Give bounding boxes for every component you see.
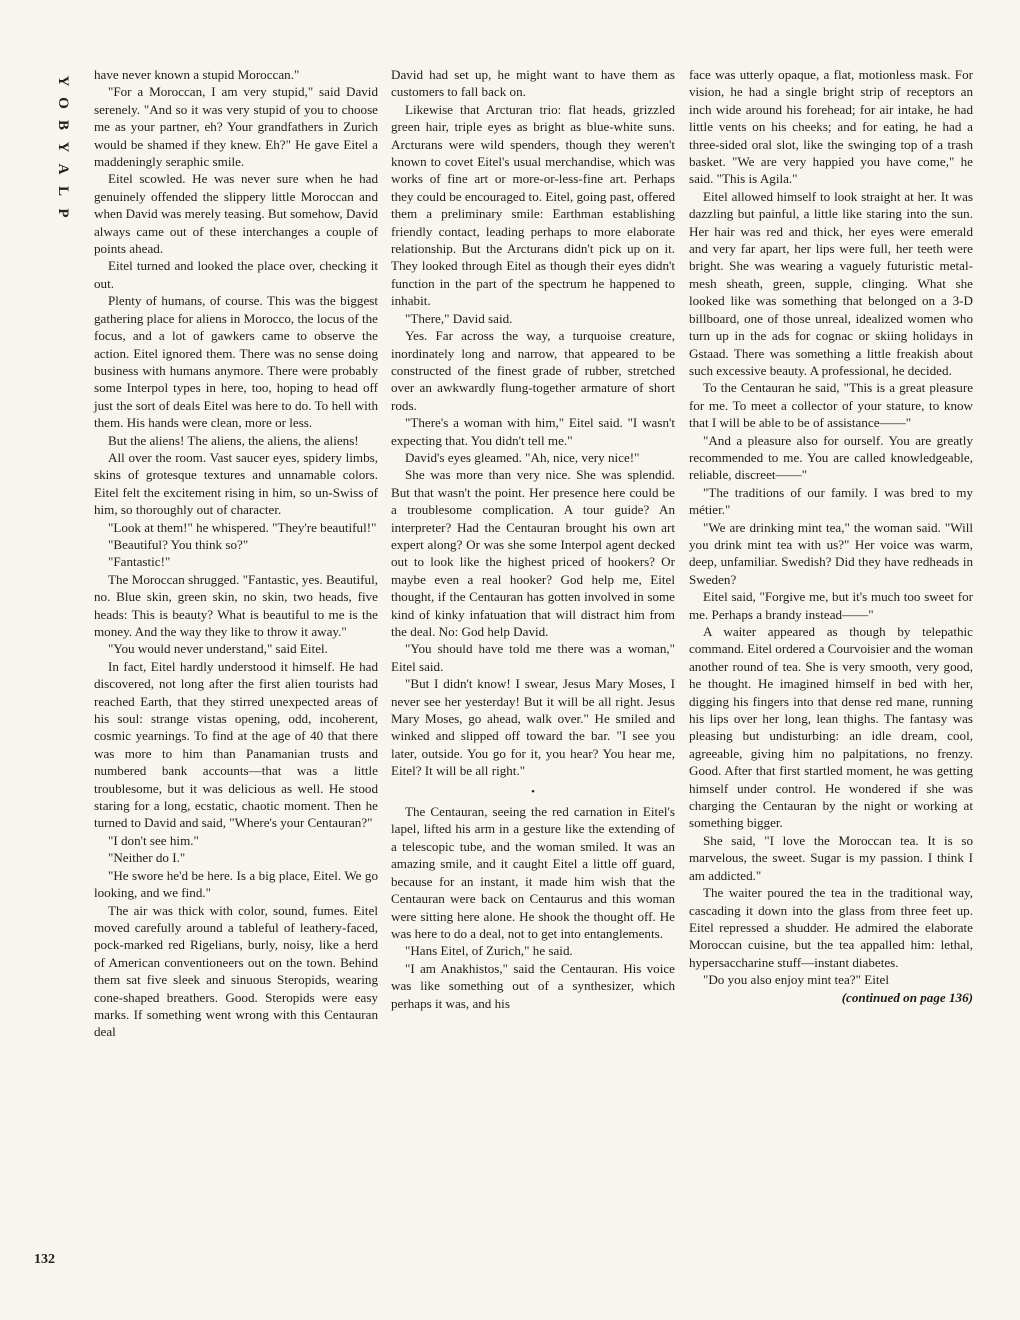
paragraph: A waiter appeared as though by telepathic command. Eitel ordered a Courvoisier and the woman another round of tea. She is very smooth, very good, he thought. He imagined himself in bed with her, digging his fingers into that dense red mane, running his lips over her long, lean thighs. The fantasy was pleasing but undisturbing: an idle dream, cool, agreeable, giving him no palpitations, no frenzy. Good. After that first startled moment, he was getting himself under control. He wondered if she was charging the Centauran by the night or working at something bigger. bbox=[689, 624, 973, 831]
paragraph: The waiter poured the tea in the traditional way, cascading it down into the glass from three feet up. Eitel repressed a shudder. He admired the elaborate Moroccan cuisine, but the tea appalled him: lethal, hypersaccharine stuff—instant diabetes. bbox=[689, 885, 973, 970]
paragraph: "Beautiful? You think so?" bbox=[108, 536, 249, 552]
side-letter: P bbox=[55, 208, 71, 218]
paragraph: Likewise that Arcturan trio: flat heads, grizzled green hair, triple eyes as bright as blue-white suns. Arcturans were wild spenders, though they weren't known to covet Eitel's usual merchandise, which was works of fine art or more-or-less-fine art. Perhaps they could be encouraged to. Eitel, going past, offered them a preliminary smile: Earthman establishing friendly contact, leading perhaps to more elaborate relationship. But the Arcturans didn't pick up on it. They looked through Eitel as though their eyes didn't function in the part of the spectrum he happened to inhabit. bbox=[391, 101, 675, 309]
side-letter: A bbox=[55, 163, 71, 175]
column-2 bbox=[391, 66, 675, 1012]
paragraph: "I don't see him." bbox=[108, 832, 199, 848]
paragraph: "I am Anakhistos," said the Centauran. His voice was like something out of a synthesizer, which perhaps it was, and his bbox=[391, 960, 675, 1011]
paragraph: The Moroccan shrugged. "Fantastic, yes. Beautiful, no. Blue skin, green skin, no skin, two heads, five heads: This is beauty? What is beautiful to me is the money. And the way they like to throw it away." bbox=[94, 571, 378, 639]
paragraph: "You would never understand," said Eitel. bbox=[108, 641, 328, 657]
paragraph: "Do you also enjoy mint tea?" Eitel bbox=[703, 972, 889, 988]
paragraph: Plenty of humans, of course. This was the biggest gathering place for aliens in Morocco, the locus of the focus, and a lot of gawkers came to observe the action. Eitel ignored them. There was no sense doing business with humans anymore. There were probably some Interpol types in here, too, hoping to head off just the sort of deals Eitel was here to do. To hell with them. His hands were clean, more or less. bbox=[94, 293, 378, 431]
paragraph: Yes. Far across the way, a turquoise creature, inordinately long and narrow, that appeared to be constructed of the finest grade of rubber, stretched over an awkwardly flung-together armature of short rods. bbox=[391, 328, 675, 413]
page-number: 132 bbox=[34, 1252, 55, 1267]
paragraph: "For a Moroccan, I am very stupid," said David serenely. "And so it was very stupid of you to choose me as your partner, eh? Your grandfathers in Zurich would be shamed if they knew. Eh?" He gave Eitel a maddeningly seraphic smile. bbox=[94, 84, 378, 170]
section-break-bullet: • bbox=[531, 785, 535, 798]
paragraph: "Look at them!" he whispered. "They're beautiful!" bbox=[108, 519, 377, 535]
paragraph: Eitel turned and looked the place over, checking it out. bbox=[94, 258, 378, 291]
column-3 bbox=[689, 66, 973, 1006]
paragraph: The air was thick with color, sound, fumes. Eitel moved carefully around a tableful of leathery-faced, pock-marked red Rigelians, burly, noisy, like a herd of American conventioneers out on the town. Behind them sat five sleek and sinuous Steropids, wearing cone-shaped breathers. Good. Steropids were easy marks. If something went wrong with this Centauran deal bbox=[94, 902, 378, 1040]
side-letter: L bbox=[55, 185, 71, 196]
paragraph: "The traditions of our family. I was bred to my métier." bbox=[689, 484, 973, 518]
paragraph: The Centauran, seeing the red carnation in Eitel's lapel, lifted his arm in a gesture like the extending of a telescopic tube, and the woman smiled. It was an amazing smile, and it caught Eitel a little off guard, because for an instant, it made him wish that the Centauran were back on Centaurus and this woman were sitting here alone. He shook the thought off. He was here to do a deal, not to get into entanglements. bbox=[391, 804, 675, 941]
paragraph: She said, "I love the Moroccan tea. It is so marvelous, the sweet. Sugar is my passion. I think I am addicted." bbox=[689, 832, 973, 883]
paragraph: In fact, Eitel hardly understood it himself. He had discovered, not long after the first alien tourists had reached Earth, that they stirred unexpected areas of his soul: strange vistas opening, odd, incoherent, cosmic yearnings. To find at the age of 40 that there was more to him than Panamanian trusts and numbered bank accounts—that was a little troublesome, but it was delicious as well. He stood staring for a long, ecstatic, chaotic moment. Then he turned to David and said, "Where's your Centauran?" bbox=[94, 658, 378, 831]
side-letter: Y bbox=[55, 141, 71, 153]
paragraph: To the Centauran he said, "This is a great pleasure for me. To meet a collector of your stature, to know that I will be able to be of assistance——" bbox=[689, 380, 973, 431]
paragraph: Eitel scowled. He was never sure when he had genuinely offended the slippery little Moroccan and when David was merely teasing. But somehow, David always came out of these interchanges a couple of points ahead. bbox=[94, 171, 378, 257]
paragraph: She was more than very nice. She was splendid. But that wasn't the point. Her presence here could be a troublesome complication. A tour guide? An interpreter? Had the Centauran brought his own art expert along? Or was she some Interpol agent decked out to look like the highest priced of hookers? Or maybe even a real hooker? God help me, Eitel thought, if the Centauran has gotten involved in some kind of kinky infatuation that will distract him from the deal. No: God help David. bbox=[391, 467, 675, 639]
side-letter: Y bbox=[55, 75, 71, 87]
paragraph: "Fantastic!" bbox=[108, 554, 171, 570]
paragraph: Eitel said, "Forgive me, but it's much too sweet for me. Perhaps a brandy instead——" bbox=[689, 589, 973, 622]
paragraph: "But I didn't know! I swear, Jesus Mary Moses, I never see her yesterday! But it will be all right. Jesus Mary Moses, go ahead, walk over." He smiled and winked and slipped off toward the bar. "I see you later, outside. You go for it, you hear? You hear me, Eitel? It will be all right." bbox=[391, 676, 675, 779]
paragraph: David had set up, he might want to have them as customers to fall back on. bbox=[391, 67, 675, 100]
continued-notice: (continued on page 136) bbox=[841, 989, 973, 1005]
paragraph: "Hans Eitel, of Zurich," he said. bbox=[405, 943, 573, 959]
side-letter: B bbox=[55, 119, 71, 130]
paragraph: "Neither do I." bbox=[108, 850, 186, 866]
paragraph: But the aliens! The aliens, the aliens, the aliens! bbox=[108, 432, 359, 448]
side-letter: O bbox=[55, 97, 71, 109]
paragraph: All over the room. Vast saucer eyes, spidery limbs, skins of grotesque textures and unnamable colors. Eitel felt the excitement rising in him, so un-Swiss of him, so thoroughly out of character. bbox=[94, 449, 378, 518]
magazine-side-label bbox=[52, 70, 74, 224]
paragraph: face was utterly opaque, a flat, motionless mask. For vision, he had a single bright strip of receptors an inch wide around his forehead; for air intake, he had little vents on his cheeks; and for eating, he had a three-sided oral slot, like the swinging top of a trash basket. "We are very happied you have come," he said. "This is Agila." bbox=[689, 67, 973, 187]
paragraph: "He swore he'd be here. Is a big place, Eitel. We go looking, and we find." bbox=[94, 867, 378, 901]
paragraph: "There," David said. bbox=[405, 310, 513, 326]
paragraph: have never known a stupid Moroccan." bbox=[94, 67, 300, 82]
paragraph: Eitel allowed himself to look straight at her. It was dazzling but painful, a little like staring into the sun. Her hair was red and thick, her eyes were emerald and very far apart, her lips were full, her teeth were bright. She was wearing a vaguely futuristic metal-mesh sheath, green, supple, clinging. What she looked like was something that belonged on a 3-D billboard, one of those unreal, idealized women who turn up in the ads for cognac or skiing holidays in Gstaad. There was something a little freakish about such excessive beauty. A professional, he decided. bbox=[689, 188, 973, 378]
paragraph: David's eyes gleamed. "Ah, nice, very nice!" bbox=[405, 449, 640, 465]
paragraph: "You should have told me there was a woman," Eitel said. bbox=[391, 641, 675, 674]
paragraph: "There's a woman with him," Eitel said. "I wasn't expecting that. You didn't tell me." bbox=[391, 415, 675, 448]
paragraph: "We are drinking mint tea," the woman said. "Will you drink mint tea with us?" Her voice was warm, deep, unfamiliar. Swedish? Did they have redheads in Sweden? bbox=[689, 519, 973, 587]
column-1 bbox=[94, 66, 378, 1041]
paragraph: "And a pleasure also for ourself. You are greatly recommended to me. You are called knowledgeable, reliable, discreet——" bbox=[689, 432, 973, 483]
